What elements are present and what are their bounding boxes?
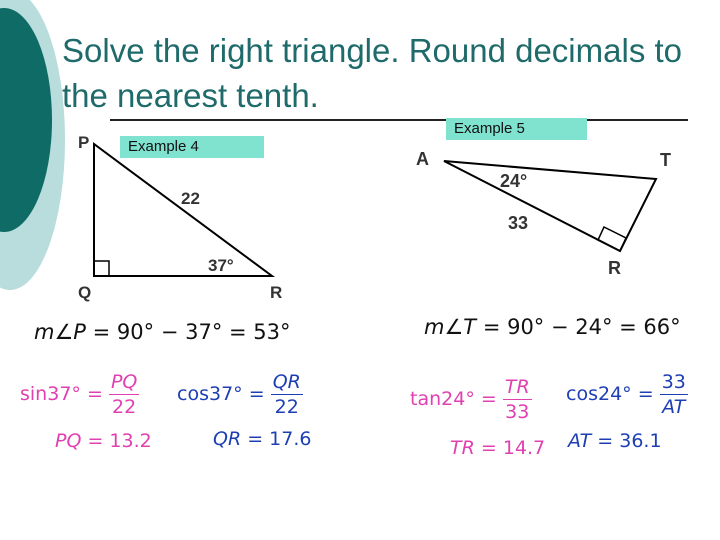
answer-value: = 13.2	[87, 430, 152, 452]
example5-cosine-equation	[566, 370, 688, 419]
answer-variable: AT	[568, 430, 592, 452]
answer-value: = 14.7	[480, 437, 546, 459]
fraction-numerator: 33	[661, 371, 686, 393]
trig-angle: 24°	[597, 383, 632, 405]
measure-symbol: m	[424, 315, 445, 339]
vertex-t-label: T	[660, 150, 671, 170]
fraction-numerator: QR	[272, 371, 301, 393]
triangle-pqr	[94, 144, 272, 276]
vertex-r-label: R	[270, 283, 283, 302]
equals-sign: =	[248, 383, 265, 405]
hypotenuse-label: 22	[181, 189, 200, 208]
vertex-p-label: P	[78, 133, 90, 152]
slide-title: Solve the right triangle. Round decimals to the nearest tenth.	[62, 32, 683, 114]
measure-symbol: m	[34, 320, 55, 344]
example4-label: Example 4	[120, 136, 264, 158]
fraction-numerator: PQ	[110, 371, 138, 393]
example4-angle-equation	[34, 320, 291, 344]
example4-answer-qr	[213, 428, 311, 450]
vertex-q-label: Q	[78, 283, 92, 302]
fraction-denominator: 22	[112, 396, 137, 418]
trig-fn: cos	[566, 383, 598, 405]
equals-sign: =	[86, 383, 103, 405]
fraction-denominator: 33	[505, 401, 530, 423]
title-divider	[110, 119, 688, 121]
example5-angle-equation	[424, 315, 681, 339]
example5-answer-at	[568, 430, 662, 452]
angle-equation-rhs: = 90° − 24° = 66°	[482, 315, 681, 339]
vertex-r-label: R	[608, 258, 621, 278]
example4-sine-equation	[20, 370, 139, 419]
trig-angle: 24°	[441, 388, 475, 410]
answer-variable: QR	[213, 428, 242, 450]
example5-answer-tr	[450, 437, 545, 459]
angle-vertex: P	[73, 320, 86, 344]
angle-symbol: ∠	[54, 320, 74, 344]
equals-sign: =	[480, 388, 497, 410]
trig-fn: tan	[410, 388, 442, 410]
trig-angle: 37°	[208, 383, 243, 405]
trig-angle: 37°	[47, 383, 81, 405]
answer-variable: PQ	[55, 430, 82, 452]
angle-equation-rhs: = 90° − 37° = 53°	[92, 320, 291, 344]
fraction-numerator: TR	[504, 376, 530, 398]
right-angle-marker	[94, 261, 109, 276]
answer-value: = 17.6	[247, 428, 312, 450]
right-angle-marker	[598, 227, 626, 251]
example4-answer-pq	[55, 430, 152, 452]
trig-fn: cos	[177, 383, 209, 405]
answer-value: = 36.1	[597, 430, 662, 452]
trig-fn: sin	[20, 383, 48, 405]
example4-cosine-equation	[177, 370, 303, 419]
angle-symbol: ∠	[444, 315, 464, 339]
answer-variable: TR	[450, 437, 475, 459]
fraction-denominator: AT	[662, 396, 686, 418]
example5-triangle-figure	[408, 135, 688, 285]
example5-label: Example 5	[446, 118, 587, 140]
angle-r-label: 37°	[208, 256, 234, 275]
example5-tangent-equation	[410, 375, 532, 424]
equals-sign: =	[637, 383, 654, 405]
angle-a-label: 24°	[500, 171, 528, 191]
side-ar-label: 33	[508, 213, 529, 233]
vertex-a-label: A	[416, 149, 429, 169]
angle-vertex: T	[463, 315, 477, 339]
fraction-denominator: 22	[274, 396, 299, 418]
